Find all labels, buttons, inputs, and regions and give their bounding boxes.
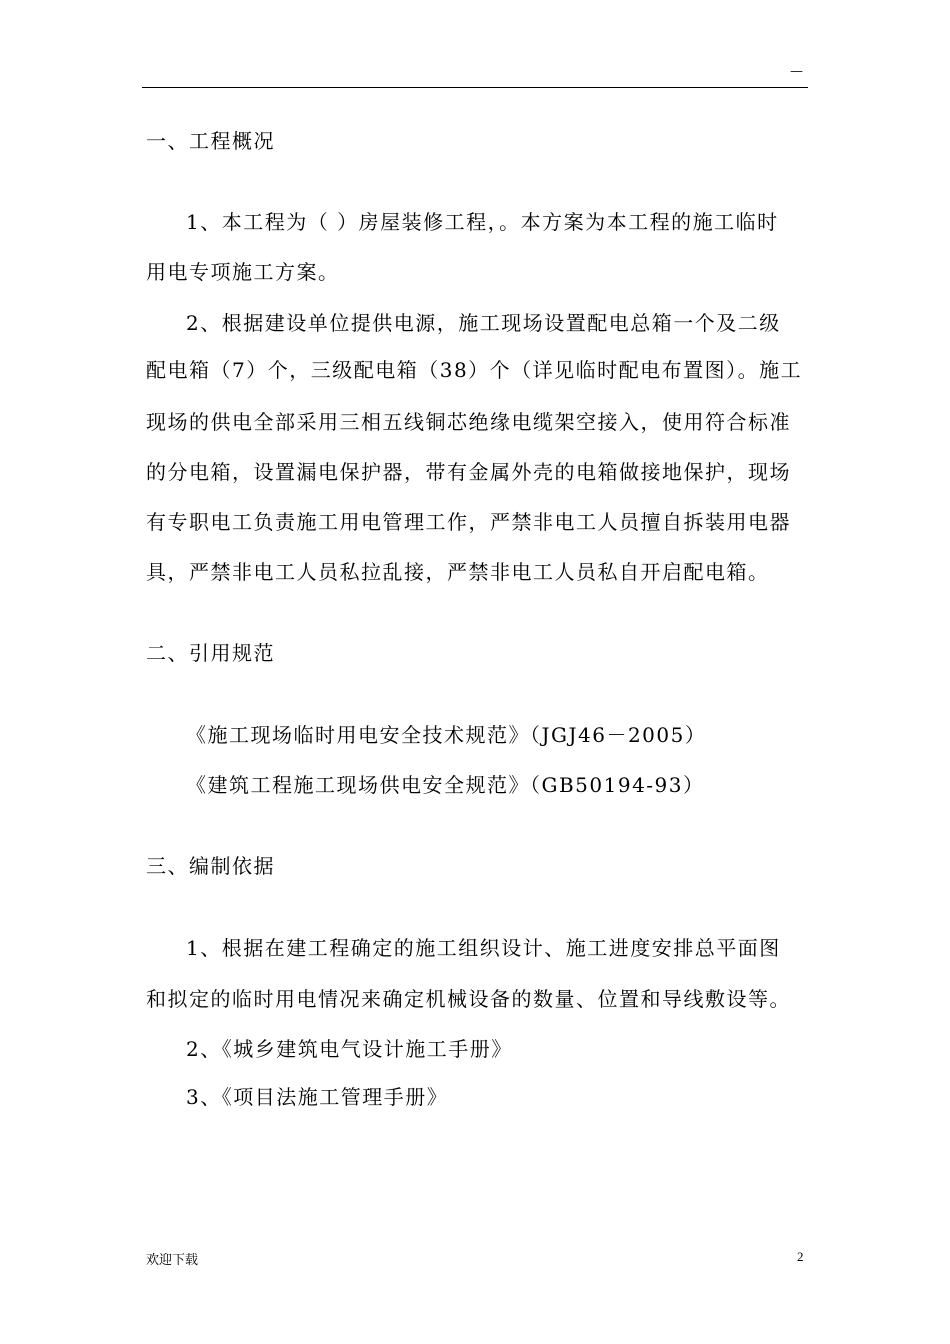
header-mark: — xyxy=(790,64,803,79)
paragraph-line: 有专职电工负责施工用电管理工作，严禁非电工人员擅自拆装用电器 xyxy=(146,510,791,534)
paragraph-line: 的分电箱，设置漏电保护器，带有金属外壳的电箱做接地保护，现场 xyxy=(146,460,791,484)
paragraph-line: 3、《项目法施工管理手册》 xyxy=(186,1085,449,1109)
reference-item: 《施工现场临时用电安全技术规范》（JGJ46－2005） xyxy=(186,723,707,747)
paragraph-line: 用电专项施工方案。 xyxy=(146,260,340,284)
paragraph-line: 1、根据在建工程确定的施工组织设计、施工进度安排总平面图 xyxy=(186,936,781,960)
section-heading-basis: 三、编制依据 xyxy=(146,854,275,878)
paragraph-line: 2、《城乡建筑电气设计施工手册》 xyxy=(186,1037,513,1061)
paragraph-line: 配电箱（7）个，三级配电箱（38）个（详见临时配电布置图）。施工 xyxy=(146,358,803,382)
header-rule xyxy=(142,87,808,88)
paragraph-line: 具，严禁非电工人员私拉乱接，严禁非电工人员私自开启配电箱。 xyxy=(146,560,770,584)
page-number: 2 xyxy=(797,1249,804,1264)
footer-text: 欢迎下载 xyxy=(146,1252,199,1267)
section-heading-references: 二、引用规范 xyxy=(146,641,275,665)
reference-item: 《建筑工程施工现场供电安全规范》（GB50194-93） xyxy=(186,773,705,797)
paragraph-line: 2、根据建设单位提供电源，施工现场设置配电总箱一个及二级 xyxy=(186,311,781,335)
section-heading-overview: 一、工程概况 xyxy=(146,129,275,153)
paragraph-line: 1、本工程为（ ）房屋装修工程，。本方案为本工程的施工临时 xyxy=(186,210,779,234)
paragraph-line: 和拟定的临时用电情况来确定机械设备的数量、位置和导线敷设等。 xyxy=(146,987,791,1011)
paragraph-line: 现场的供电全部采用三相五线铜芯绝缘电缆架空接入，使用符合标准 xyxy=(146,410,791,434)
